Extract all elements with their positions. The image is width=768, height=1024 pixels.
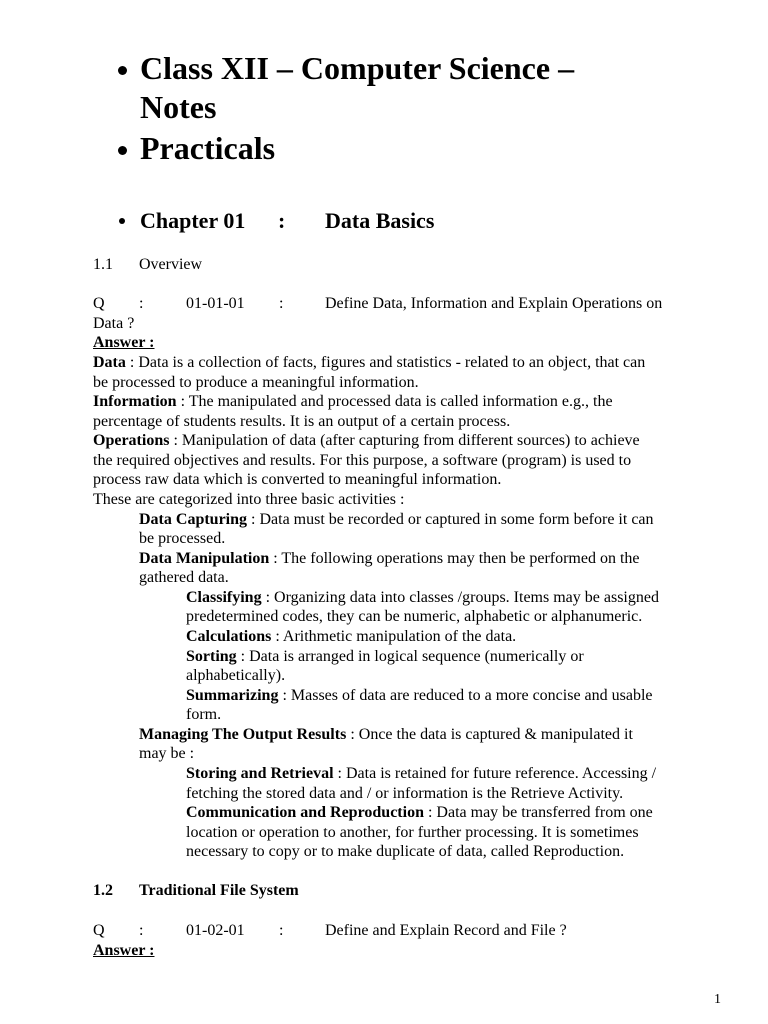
bullet-icon: [118, 66, 127, 75]
term: Storing and Retrieval: [186, 765, 334, 782]
sub-activity-calculations: [186, 627, 516, 647]
sub-activity-text: : Organizing data into classes /groups. Items may be assigned: [261, 589, 659, 606]
activity-text-cont: may be :: [139, 745, 195, 762]
answer-label: Answer :: [93, 334, 155, 351]
definition-text: : The manipulated and processed data is called information e.g., the: [176, 393, 613, 410]
term: Data Capturing: [139, 511, 248, 528]
heading-line-3: Practicals: [140, 130, 276, 166]
definition-data: [93, 353, 645, 373]
sub-activity-text-cont: fetching the stored data and / or information is the Retrieve Activity.: [186, 785, 624, 802]
definition-text: : Manipulation of data (after capturing from different sources) to achieve: [169, 432, 640, 449]
activity-manipulation: [139, 549, 640, 569]
sub-activity-text: : Data is arranged in logical sequence (numerically or: [236, 648, 584, 665]
definition-text: : Data is a collection of facts, figures and statistics - related to an object, that can: [125, 354, 646, 371]
term: Communication and Reproduction: [186, 804, 424, 821]
question-colon: :: [139, 295, 144, 312]
sub-activity-text-cont: predetermined codes, they can be numeric, alphabetic or alphanumeric.: [186, 608, 643, 625]
term: Data Manipulation: [139, 550, 270, 567]
sub-activity-text-cont: necessary to copy or to make duplicate of data, called Reproduction.: [186, 843, 625, 860]
term: Classifying: [186, 589, 262, 606]
page-number: 1: [714, 992, 721, 1007]
section-number: 1.2: [93, 882, 113, 899]
definition-operations: [93, 431, 640, 451]
activity-capturing: [139, 510, 654, 530]
activity-text-cont: be processed.: [139, 530, 226, 547]
sub-activity-text-cont: location or operation to another, for further processing. It is sometimes: [186, 824, 639, 841]
section-number: 1.1: [93, 256, 113, 273]
term: Data: [93, 354, 126, 371]
question-text-cont: Data ?: [93, 315, 135, 332]
sub-activity-text: : Masses of data are reduced to a more concise and usable: [278, 687, 653, 704]
heading-line-1: Class XII – Computer Science –: [140, 50, 575, 86]
chapter-label: Chapter 01: [140, 208, 246, 233]
term: Operations: [93, 432, 170, 449]
sub-activity-text: : Arithmetic manipulation of the data.: [271, 628, 517, 645]
activity-text: : The following operations may then be performed on the: [269, 550, 640, 567]
chapter-colon: :: [278, 208, 286, 233]
answer-label: Answer :: [93, 942, 155, 959]
question-text: Define and Explain Record and File ?: [325, 922, 567, 939]
sub-activity-communication: [186, 803, 653, 823]
section-title: Overview: [139, 256, 203, 273]
term: Sorting: [186, 648, 237, 665]
question-text: Define Data, Information and Explain Operations on: [325, 295, 663, 312]
definition-text-cont: the required objectives and results. For this purpose, a software (program) is used to: [93, 452, 632, 469]
term: Calculations: [186, 628, 272, 645]
definition-information: [93, 392, 613, 412]
sub-activity-text-cont: form.: [186, 706, 222, 723]
heading-line-2: Notes: [140, 89, 217, 125]
sub-activity-storing: [186, 764, 656, 784]
question-code: 01-02-01: [186, 922, 245, 939]
question-q: Q: [93, 295, 105, 312]
question-colon: :: [139, 922, 144, 939]
bullet-icon: [119, 218, 125, 224]
term: Managing The Output Results: [139, 726, 347, 743]
question-code: 01-01-01: [186, 295, 245, 312]
activity-text: : Data must be recorded or captured in some form before it can: [247, 511, 654, 528]
definition-text-cont: be processed to produce a meaningful information.: [93, 374, 419, 391]
definition-text-cont: process raw data which is converted to meaningful information.: [93, 471, 502, 488]
sub-activity-text-cont: alphabetically).: [186, 667, 286, 684]
sub-activity-summarizing: [186, 686, 653, 706]
sub-activity-sorting: [186, 647, 584, 667]
sub-activity-text: : Data is retained for future reference. Accessing /: [333, 765, 657, 782]
activity-output: [139, 725, 633, 745]
term: Information: [93, 393, 177, 410]
definition-text-cont: percentage of students results. It is an output of a certain process.: [93, 413, 511, 430]
question-colon: :: [279, 922, 284, 939]
bullet-icon: [118, 146, 127, 155]
activity-text: : Once the data is captured & manipulated it: [346, 726, 633, 743]
section-title: Traditional File System: [139, 882, 299, 899]
chapter-title: Data Basics: [325, 208, 435, 233]
sub-activity-text: : Data may be transferred from one: [423, 804, 653, 821]
categorized-text: These are categorized into three basic activities :: [93, 491, 405, 508]
term: Summarizing: [186, 687, 279, 704]
question-colon: :: [279, 295, 284, 312]
question-q: Q: [93, 922, 105, 939]
sub-activity-classifying: [186, 588, 659, 608]
activity-text-cont: gathered data.: [139, 569, 229, 586]
